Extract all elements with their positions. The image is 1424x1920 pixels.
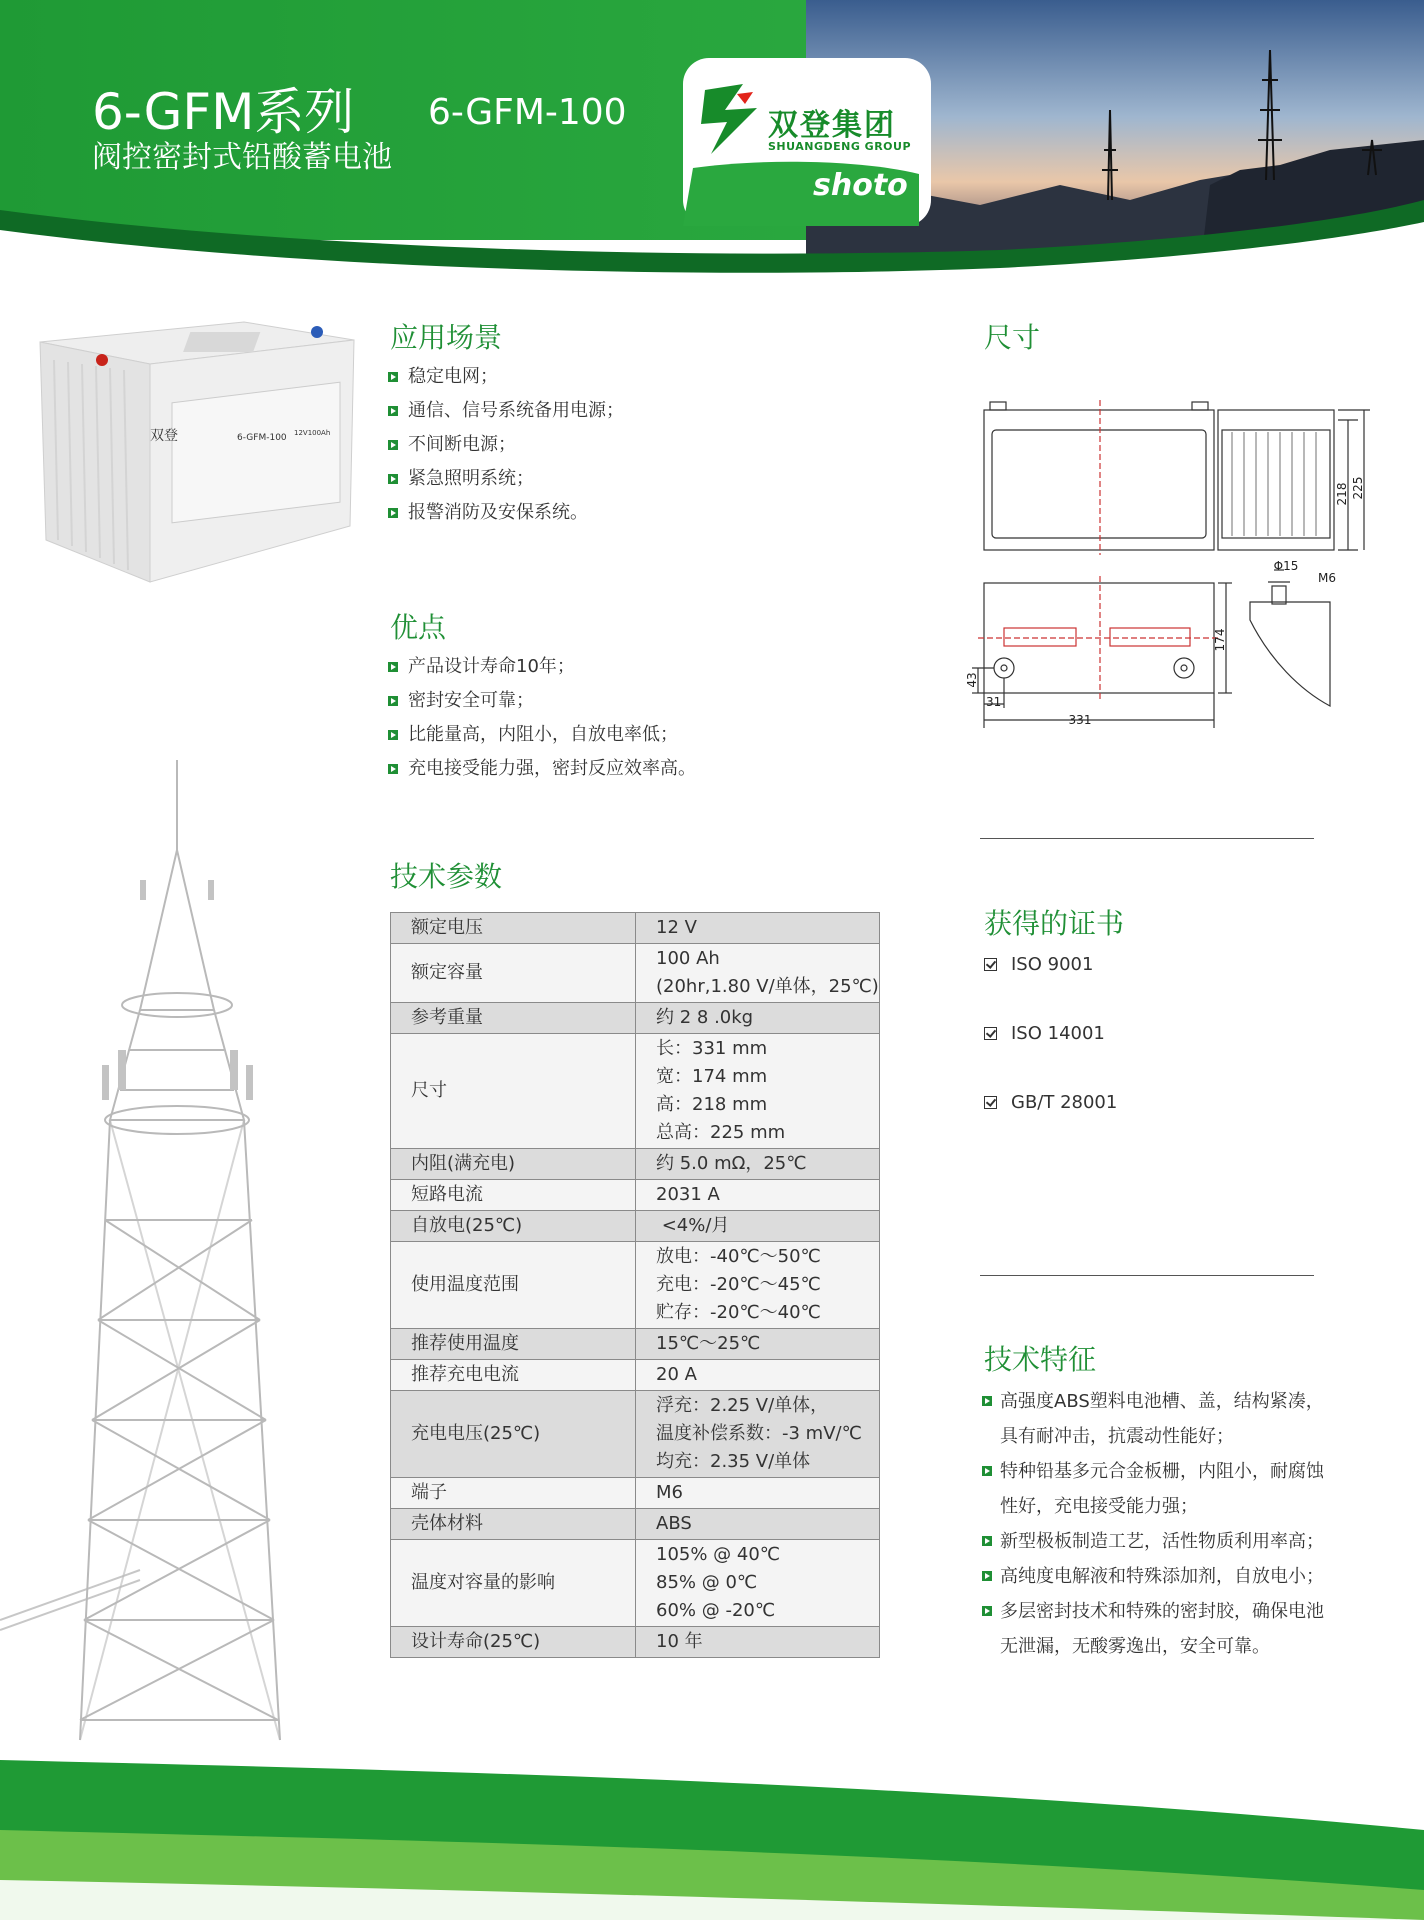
list-item: 高纯度电解液和特殊添加剂，自放电小； — [982, 1559, 1402, 1594]
logo-brand: shoto — [813, 168, 908, 203]
spec-value — [636, 1360, 880, 1391]
spec-key: 推荐充电电流 — [391, 1360, 636, 1391]
list-item: 稳定电网； — [388, 360, 624, 394]
spec-value-line: 约 5.0 mΩ，25℃ — [656, 1153, 807, 1174]
list-item: 充电接受能力强，密封反应效率高。 — [388, 752, 696, 786]
table-row — [391, 1149, 880, 1180]
spec-value — [636, 1509, 880, 1540]
spec-value — [636, 1034, 880, 1149]
table-row — [391, 1360, 880, 1391]
spec-value-line: 放电：-40℃～50℃ — [656, 1246, 821, 1267]
spec-key: 充电电压(25℃) — [391, 1391, 636, 1478]
spec-value-line: 均充：2.35 V/单体 — [656, 1451, 811, 1472]
certificate-item: ISO 9001 — [984, 954, 1093, 975]
battery-label-model: 6-GFM-100 — [237, 433, 287, 443]
table-row — [391, 1242, 880, 1329]
list-item: 产品设计寿命10年； — [388, 650, 696, 684]
dim-offset-y: 43 — [965, 672, 979, 688]
spec-value-line: 温度补偿系数：-3 mV/℃ — [656, 1423, 862, 1444]
logo-mark-icon — [697, 80, 765, 158]
spec-value — [636, 1180, 880, 1211]
logo-name-en: SHUANGDENG GROUP — [768, 140, 912, 153]
spec-value — [636, 913, 880, 944]
table-row — [391, 1329, 880, 1360]
list-item: 多层密封技术和特殊的密封胶，确保电池 无泄漏，无酸雾逸出，安全可靠。 — [982, 1594, 1402, 1664]
spec-value-line: 100 Ah — [656, 948, 720, 969]
spec-value — [636, 1391, 880, 1478]
spec-value-line: 2031 A — [656, 1184, 720, 1205]
checkbox-icon — [984, 1027, 997, 1040]
battery-label-brand: 双登 — [150, 428, 178, 444]
series-subtitle: 阀控密封式铅酸蓄电池 — [92, 140, 392, 175]
spec-value — [636, 1149, 880, 1180]
list-item: 新型极板制造工艺，活性物质利用率高； — [982, 1524, 1402, 1559]
model-number: 6-GFM-100 — [428, 92, 627, 133]
spec-value-line: 60% @ -20℃ — [656, 1600, 776, 1621]
dimension-drawing — [965, 390, 1380, 740]
list-item: 报警消防及安保系统。 — [388, 496, 624, 530]
spec-value — [636, 1478, 880, 1509]
checkbox-icon — [984, 958, 997, 971]
spec-key: 短路电流 — [391, 1180, 636, 1211]
spec-value-line: 20 A — [656, 1364, 697, 1385]
table-row — [391, 1003, 880, 1034]
spec-value — [636, 1627, 880, 1658]
table-row — [391, 1180, 880, 1211]
spec-key: 参考重量 — [391, 1003, 636, 1034]
spec-value — [636, 1003, 880, 1034]
spec-key: 设计寿命(25℃) — [391, 1627, 636, 1658]
spec-value-line: 12 V — [656, 917, 697, 938]
dim-offset-x: 31 — [986, 695, 1002, 709]
spec-value-line: 约 2 8 .0kg — [656, 1007, 754, 1028]
table-row — [391, 1478, 880, 1509]
spec-value-line: 高：218 mm — [656, 1094, 768, 1115]
list-item: 密封安全可靠； — [388, 684, 696, 718]
spec-key: 推荐使用温度 — [391, 1329, 636, 1360]
telecom-tower-illustration — [80, 750, 310, 1750]
features-heading: 技术特征 — [984, 1343, 1097, 1376]
table-row — [391, 1540, 880, 1627]
applications-heading: 应用场景 — [390, 321, 503, 354]
list-item: 紧急照明系统； — [388, 462, 624, 496]
checkbox-icon — [984, 1096, 997, 1109]
divider — [980, 838, 1314, 839]
spec-key: 使用温度范围 — [391, 1242, 636, 1329]
spec-value — [636, 1211, 880, 1242]
dim-terminal-dia: Φ15 — [1273, 559, 1299, 573]
table-row — [391, 1211, 880, 1242]
spec-value — [636, 1540, 880, 1627]
spec-value-line: 10 年 — [656, 1631, 703, 1652]
footer-banner — [0, 1740, 1424, 1920]
table-row — [391, 1034, 880, 1149]
list-item: 不间断电源； — [388, 428, 624, 462]
specs-heading: 技术参数 — [390, 860, 503, 893]
table-row — [391, 1391, 880, 1478]
spec-value-line: 长：331 mm — [656, 1038, 768, 1059]
spec-value-line: (20hr,1.80 V/单体，25℃) — [656, 976, 879, 997]
dim-total-height: 225 — [1351, 476, 1365, 500]
table-row — [391, 1627, 880, 1658]
certificate-item: GB/T 28001 — [984, 1092, 1117, 1113]
spec-key: 内阻(满充电) — [391, 1149, 636, 1180]
spec-key: 壳体材料 — [391, 1509, 636, 1540]
spec-value-line: 105% @ 40℃ — [656, 1544, 781, 1565]
spec-value — [636, 1242, 880, 1329]
spec-value-line: 15℃～25℃ — [656, 1333, 761, 1354]
dim-terminal-thread: M6 — [1318, 571, 1336, 585]
logo-name-cn: 双登集团 — [768, 108, 896, 143]
spec-key: 额定容量 — [391, 944, 636, 1003]
table-row — [391, 944, 880, 1003]
spec-value-line: 充电：-20℃～45℃ — [656, 1274, 821, 1295]
spec-value — [636, 944, 880, 1003]
spec-value-line: 贮存：-20℃～40℃ — [656, 1302, 821, 1323]
certificate-item: ISO 14001 — [984, 1023, 1105, 1044]
spec-key: 尺寸 — [391, 1034, 636, 1149]
applications-list — [388, 360, 624, 530]
divider — [980, 1275, 1314, 1276]
list-item: 通信、信号系统备用电源； — [388, 394, 624, 428]
dimensions-heading: 尺寸 — [984, 321, 1041, 354]
spec-value-line: 宽：174 mm — [656, 1066, 768, 1087]
list-item: 比能量高，内阻小，自放电率低； — [388, 718, 696, 752]
battery-product-photo — [32, 300, 362, 590]
series-title: 6-GFM系列 — [92, 83, 355, 141]
company-logo — [683, 58, 931, 226]
spec-value-line: 85% @ 0℃ — [656, 1572, 758, 1593]
dim-width: 174 — [1213, 628, 1227, 652]
features-list — [982, 1384, 1402, 1664]
list-item: 高强度ABS塑料电池槽、盖，结构紧凑， 具有耐冲击，抗震动性能好； — [982, 1384, 1402, 1454]
spec-value-line: <4%/月 — [656, 1215, 730, 1236]
advantages-list — [388, 650, 696, 786]
certificates-heading: 获得的证书 — [984, 907, 1125, 940]
spec-key: 自放电(25℃) — [391, 1211, 636, 1242]
table-row — [391, 913, 880, 944]
spec-value-line: 浮充：2.25 V/单体， — [656, 1395, 829, 1416]
table-row — [391, 1509, 880, 1540]
spec-value — [636, 1329, 880, 1360]
advantages-heading: 优点 — [390, 611, 447, 644]
spec-key: 额定电压 — [391, 913, 636, 944]
spec-key: 端子 — [391, 1478, 636, 1509]
dim-height: 218 — [1335, 482, 1349, 506]
spec-table — [390, 912, 880, 1658]
battery-label-rating: 12V100Ah — [294, 429, 331, 437]
spec-value-line: 总高：225 mm — [656, 1122, 786, 1143]
spec-value-line: ABS — [656, 1513, 692, 1534]
list-item: 特种铅基多元合金板栅，内阻小，耐腐蚀 性好，充电接受能力强； — [982, 1454, 1402, 1524]
dim-length: 331 — [1068, 713, 1092, 727]
spec-value-line: M6 — [656, 1482, 683, 1503]
spec-key: 温度对容量的影响 — [391, 1540, 636, 1627]
